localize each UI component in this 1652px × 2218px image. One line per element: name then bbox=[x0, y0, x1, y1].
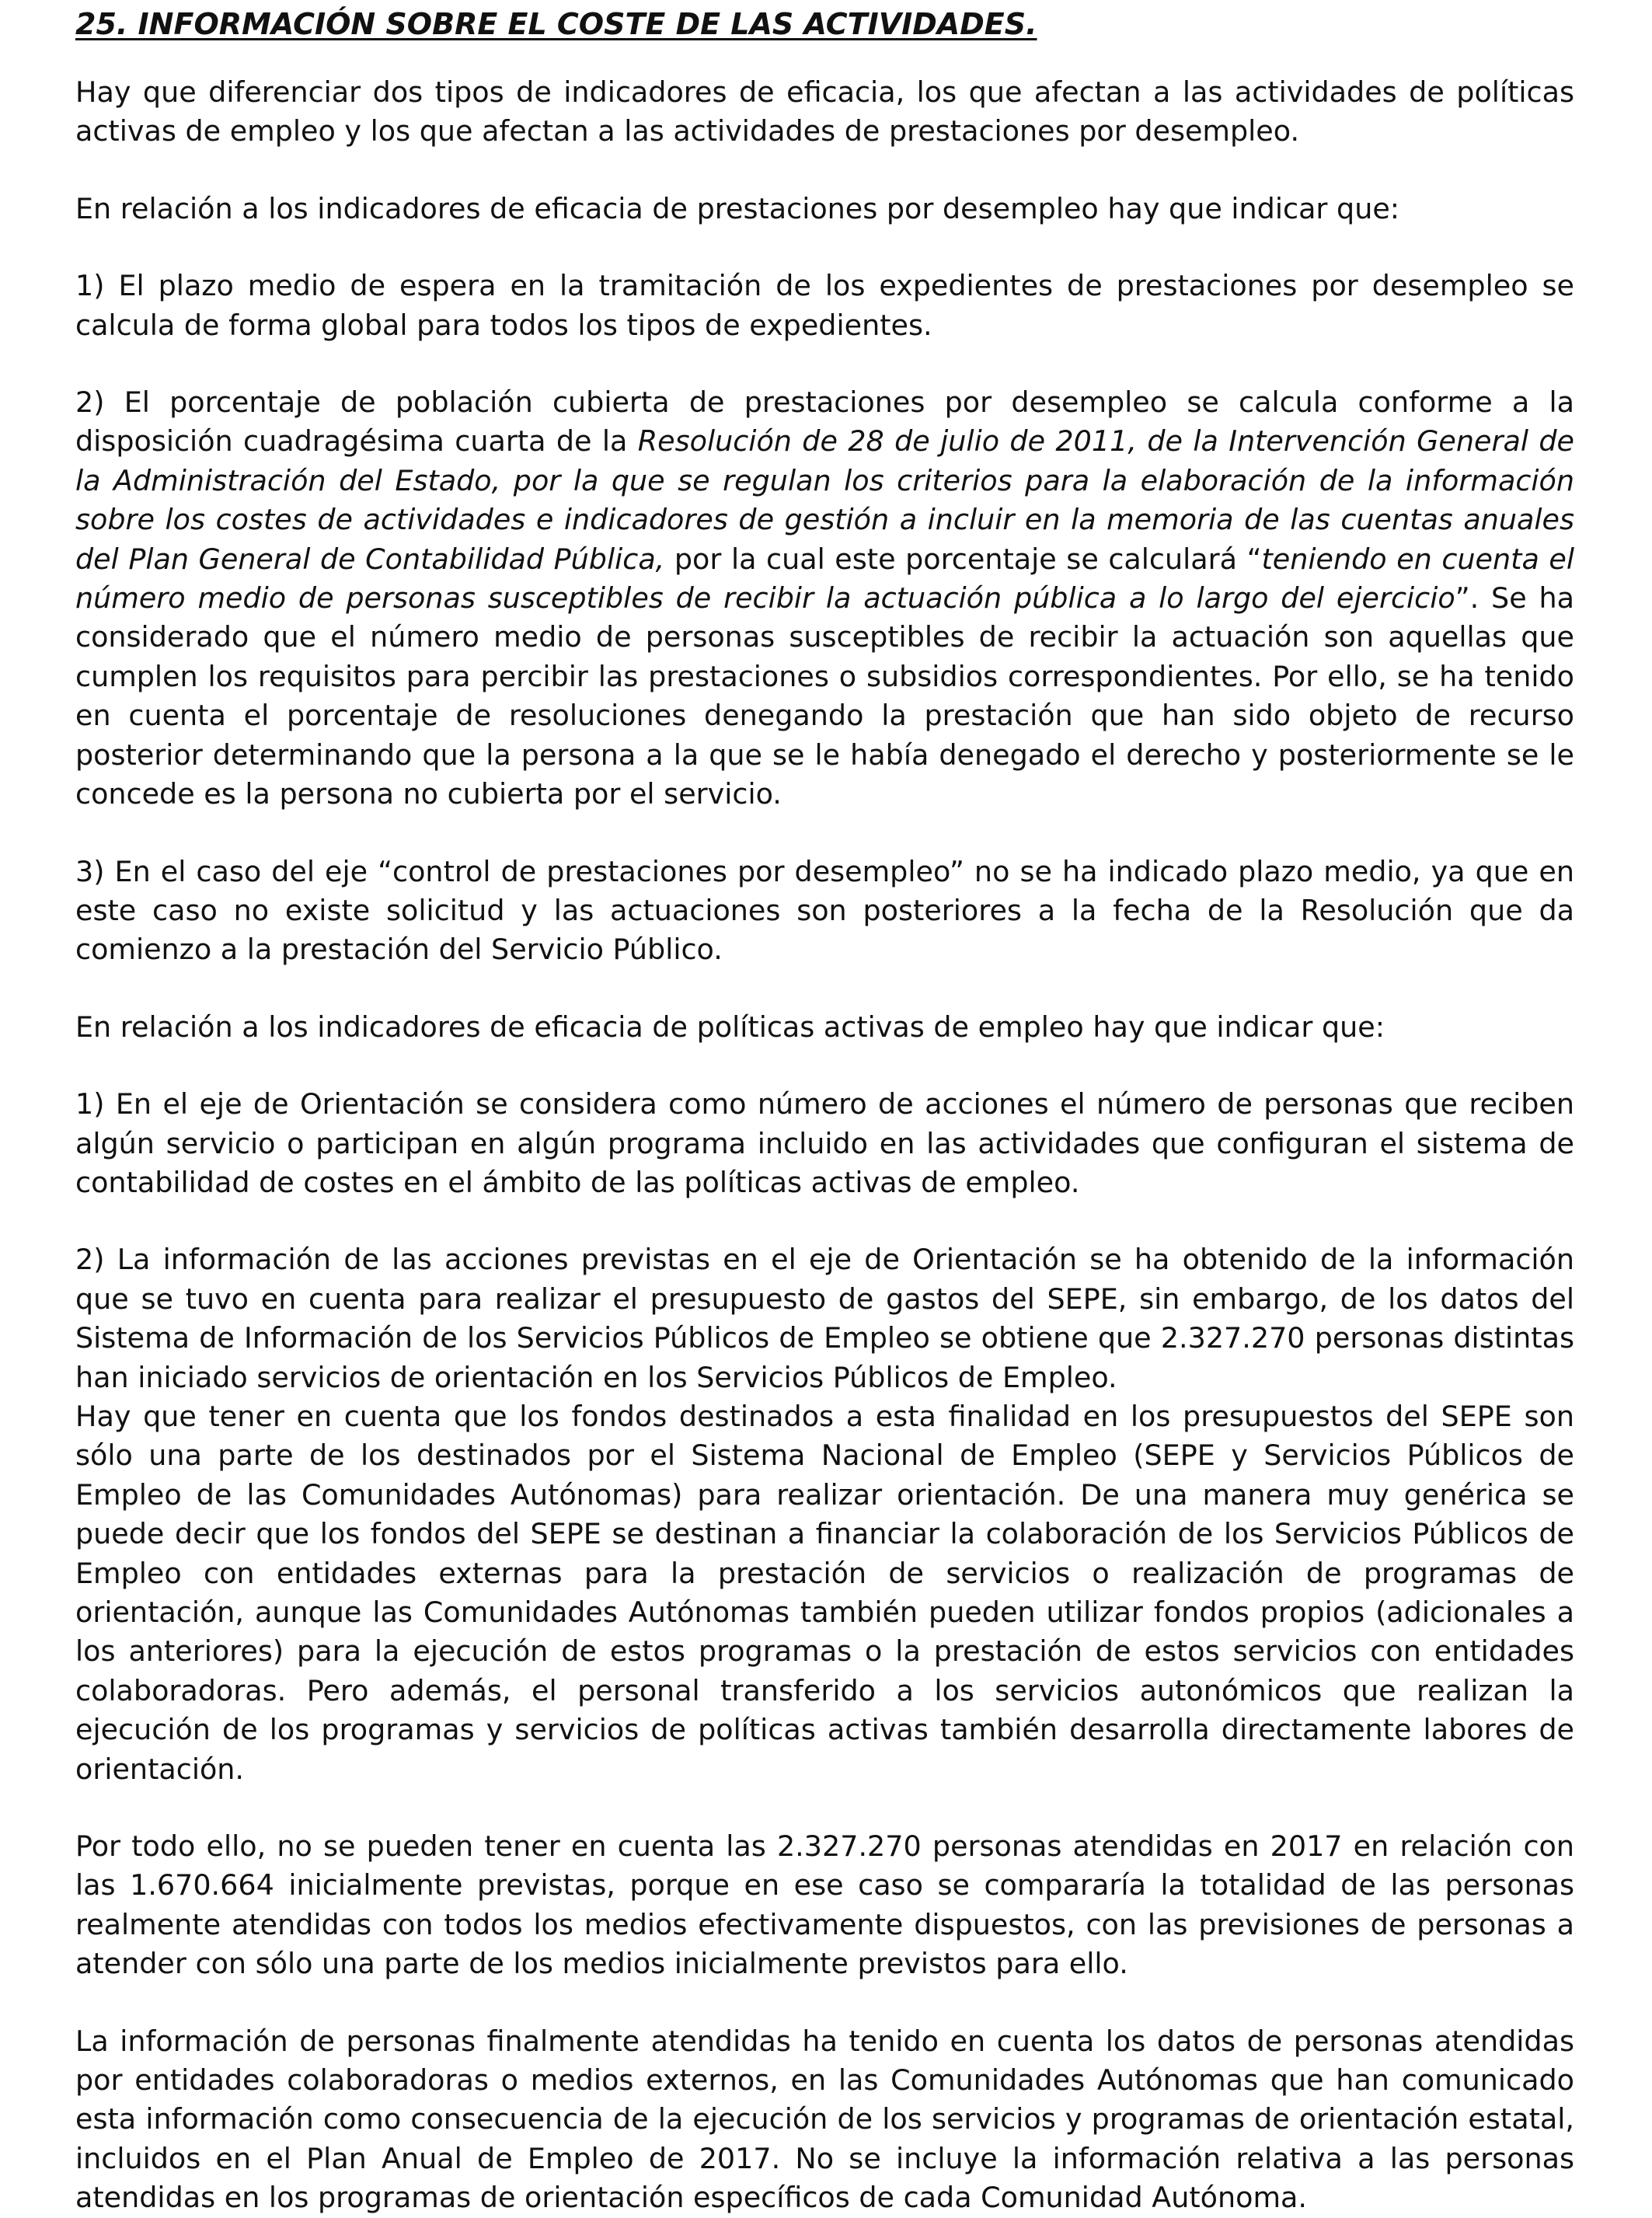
italic-quote: teniendo en cuenta el número medio de personas susceptibles de recibir la actuación pública a lo largo del ejercicio bbox=[75, 542, 1574, 616]
paragraph-politicas-1: 1) En el eje de Orientación se considera como número de acciones el número de personas que reciben algún servicio o participan en algún programa incluido en las actividades que configuran el sistema de contabilidad de costes en el ámbito de las políticas activas de empleo. bbox=[75, 1087, 1574, 1199]
paragraph-final-info: La información de personas finalmente atendidas ha tenido en cuenta los datos de personas atendidas por entidades colaboradoras o medios externos, en las Comunidades Autónomas que han comunicado esta información como consecuencia de la ejecución de los servicios y programas de orientación estatal, incluidos en el Plan Anual de Empleo de 2017. No se incluye la información relativa a las personas atendidas en los programas de orientación específicos de cada Comunidad Autónoma. bbox=[75, 2024, 1574, 2215]
paragraph-prestaciones-intro: En relación a los indicadores de eficacia de prestaciones por desempleo hay que indicar que: bbox=[75, 191, 1400, 225]
paragraph-politicas-2: 2) La información de las acciones previstas en el eje de Orientación se ha obtenido de la información que se tuvo en cuenta para realizar el presupuesto de gastos del SEPE, sin embargo, de los datos del Sistema de Información de los Servicios Públicos de Empleo se obtiene que 2.327.270 personas distintas han iniciado servicios de orientación en los Servicios Públicos de Empleo. bbox=[75, 1243, 1574, 1394]
paragraph-politicas-2-continued: Hay que tener en cuenta que los fondos destinados a esta finalidad en los presupuestos del SEPE son sólo una parte de los destinados por el Sistema Nacional de Empleo (SEPE y Servicios Públicos de Empleo de las Comunidades Autónomas) para realizar orientación. De una manera muy genérica se puede decir que los fondos del SEPE se destinan a financiar la colaboración de los Servicios Públicos de Empleo con entidades externas para la prestación de servicios o realización de programas de orientación, aunque las Comunidades Autónomas también pueden utilizar fondos propios (adicionales a los anteriores) para la ejecución de estos programas o la prestación de estos servicios con entidades colaboradoras. Pero además, el personal transferido a los servicios autonómicos que realizan la ejecución de los programas y servicios de políticas activas también desarrolla directamente labores de orientación. bbox=[75, 1399, 1574, 1786]
paragraph-prestaciones-1: 1) El plazo medio de espera en la tramitación de los expedientes de prestaciones por desempleo se calcula de forma global para todos los tipos de expedientes. bbox=[75, 269, 1574, 342]
text-span: ”. Se ha considerado que el número medio de personas susceptibles de recibir la actuación son aquellas que cumplen los requisitos para percibir las prestaciones o subsidios correspondientes. Por ello, se ha tenido en cuenta el porcentaje de resoluciones denegando la prestación que han sido objeto de recurso posterior determinando que la persona a la que se le había denegado el derecho y posteriormente se le concede es la persona no cubierta por el servicio. bbox=[75, 581, 1574, 811]
text-span: por la cual este porcentaje se calculará “ bbox=[664, 542, 1262, 576]
text-span: 2) El porcentaje de población cubierta de prestaciones por desempleo se calcula conforme a la disposición cuadragésima cuarta de la bbox=[75, 385, 1574, 459]
paragraph-comparison: Por todo ello, no se pueden tener en cuenta las 2.327.270 personas atendidas en 2017 en relación con las 1.670.664 inicialmente previstas, porque en ese caso se compararía la totalidad de las personas realmente atendidas con todos los medios efectivamente dispuestos, con las previsiones de personas a atender con sólo una parte de los medios inicialmente previstos para ello. bbox=[75, 1829, 1574, 1981]
italic-citation: Resolución de 28 de julio de 2011, de la Intervención General de la Administración del Estado, por la que se regulan los criterios para la elaboración de la información sobre los costes de actividades e indicadores de gestión a incluir en la memoria de las cuentas anuales del Plan General de Contabilidad Pública, bbox=[75, 424, 1574, 576]
paragraph-politicas-intro: En relación a los indicadores de eficacia de políticas activas de empleo hay que indicar que: bbox=[75, 1010, 1385, 1044]
paragraph-intro: Hay que diferenciar dos tipos de indicadores de eficacia, los que afectan a las actividades de políticas activas de empleo y los que afectan a las actividades de prestaciones por desempleo. bbox=[75, 75, 1574, 148]
section-heading: 25. INFORMACIÓN SOBRE EL COSTE DE LAS ACTIVIDADES. bbox=[75, 7, 1037, 41]
paragraph-prestaciones-3: 3) En el caso del eje “control de prestaciones por desempleo” no se ha indicado plazo medio, ya que en este caso no existe solicitud y las actuaciones son posteriores a la fecha de la Resolución que da comienzo a la prestación del Servicio Público. bbox=[75, 854, 1574, 967]
paragraph-prestaciones-2 bbox=[75, 383, 1574, 814]
